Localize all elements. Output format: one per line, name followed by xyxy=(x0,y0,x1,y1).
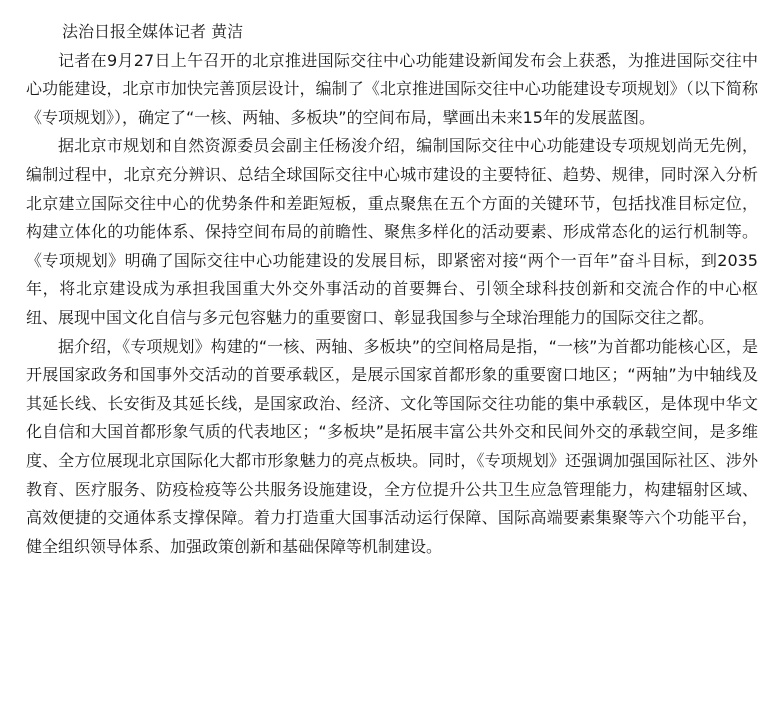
paragraph-planning-background: 据北京市规划和自然资源委员会副主任杨浚介绍，编制国际交往中心功能建设专项规划尚无先例，编制过程中，北京充分辨识、总结全球国际交往中心城市建设的主要特征、趋势、规律，同时深入分析北京建立国际交往中心的优势条件和差距短板，重点聚焦在五个方面的关键环节，包括找准目标定位，构建立体化的功能体系、保持空间布局的前瞻性、聚焦多样化的活动要素、形成常态化的运行机制等。《专项规划》明确了国际交往中心功能建设的发展目标，即紧密对接“两个一百年”奋斗目标，到2035年，将北京建设成为承担我国重大外交外事活动的首要舞台、引领全球科技创新和交流合作的中心枢纽、展现中国文化自信与多元包容魅力的重要窗口、彰显我国参与全球治理能力的国际交往之都。 xyxy=(26,136,758,327)
paragraph-spatial-layout: 据介绍，《专项规划》构建的“一核、两轴、多板块”的空间格局是指，“一核”为首都功能核心区，是开展国家政务和国事外交活动的首要承载区，是展示国家首都形象的重要窗口地区；“两轴”为中轴线及其延长线、长安街及其延长线，是国家政治、经济、文化等国际交往功能的集中承载区，是体现中华文化自信和大国首都形象气质的代表地区；“多板块”是拓展丰富公共外交和民间外交的承载空间，是多维度、全方位展现北京国际化大都市形象魅力的亮点板块。同时，《专项规划》还强调加强国际社区、涉外教育、医疗服务、防疫检疫等公共服务设施建设，全方位提升公共卫生应急管理能力，构建辐射区域、高效便捷的交通体系支撑保障。着力打造重大国事活动运行保障、国际高端要素集聚等六个功能平台，健全组织领导体系、加强政策创新和基础保障等机制建设。 xyxy=(26,336,758,556)
byline: 法治日报全媒体记者 黄洁 xyxy=(62,22,244,41)
paragraph-intro: 记者在9月27日上午召开的北京推进国际交往中心功能建设新闻发布会上获悉，为推进国际交往中心功能建设，北京市加快完善顶层设计，编制了《北京推进国际交往中心功能建设专项规划》（以下简称《专项规划》），确定了“一核、两轴、多板块”的空间布局，擘画出未来15年的发展蓝图。 xyxy=(26,50,758,127)
